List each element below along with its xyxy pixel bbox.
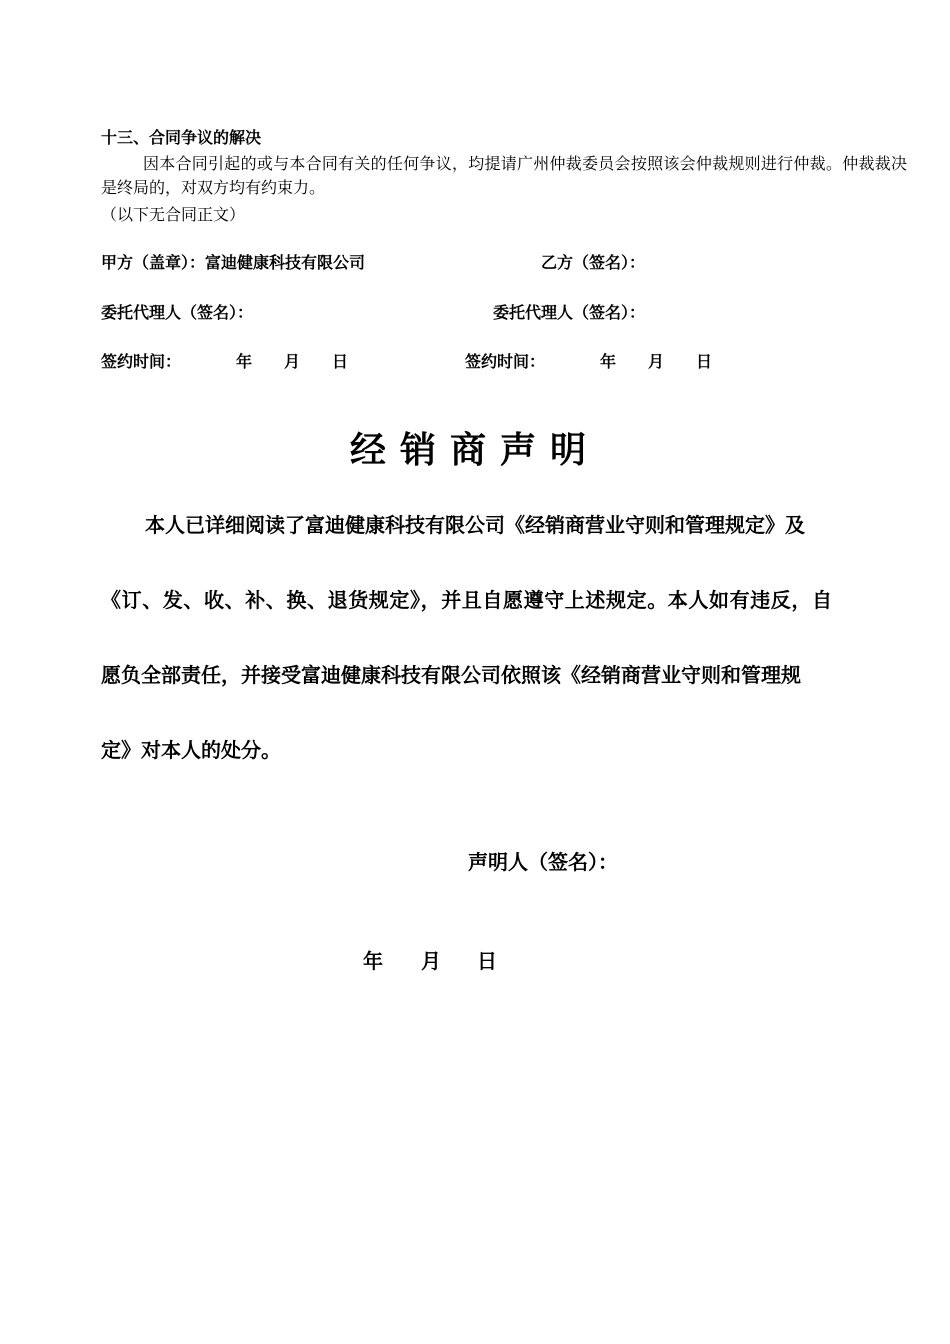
date-b-month: 月 (648, 352, 665, 371)
declaration-day: 日 (477, 949, 497, 973)
date-a-day: 日 (332, 352, 349, 371)
party-a-line (101, 252, 365, 274)
declaration-month: 月 (421, 949, 441, 973)
party-a-label: 甲方（盖章）： (101, 253, 206, 272)
declaration-line-1: 本人已详细阅读了富迪健康科技有限公司《经销商营业守则和管理规定》及 (145, 513, 805, 537)
date-b-year: 年 (600, 352, 617, 371)
party-b-label: 乙方（签名）： (541, 253, 646, 272)
date-b-label: 签约时间： (465, 352, 546, 371)
clause-paragraph: 因本合同引起的或与本合同有关的任何争议，均提请广州仲裁委员会按照该会仲裁规则进行仲裁。仲裁裁决是终局的，对双方均有约束力。 (101, 154, 907, 197)
date-a-label: 签约时间： (101, 352, 182, 371)
party-a-name: 富迪健康科技有限公司 (205, 253, 366, 272)
declaration-title: 经销商声明 (349, 429, 600, 471)
date-a-month: 月 (284, 352, 301, 371)
declaration-line-4: 定》对本人的处分。 (101, 738, 281, 762)
agent-b-label: 委托代理人（签名）： (493, 303, 646, 322)
end-note: （以下无合同正文） (101, 205, 246, 224)
agent-a-label: 委托代理人（签名）： (101, 303, 254, 322)
declaration-year: 年 (363, 949, 383, 973)
declarant-label: 声明人（签名）： (468, 850, 618, 874)
declaration-line-2: 《订、发、收、补、换、退货规定》，并且自愿遵守上述规定。本人如有违反，自 (101, 588, 833, 612)
date-b-day: 日 (696, 352, 713, 371)
date-a-year: 年 (236, 352, 253, 371)
section-heading: 十三、合同争议的解决 (101, 128, 262, 147)
declaration-line-3: 愿负全部责任，并接受富迪健康科技有限公司依照该《经销商营业守则和管理规 (101, 663, 801, 687)
